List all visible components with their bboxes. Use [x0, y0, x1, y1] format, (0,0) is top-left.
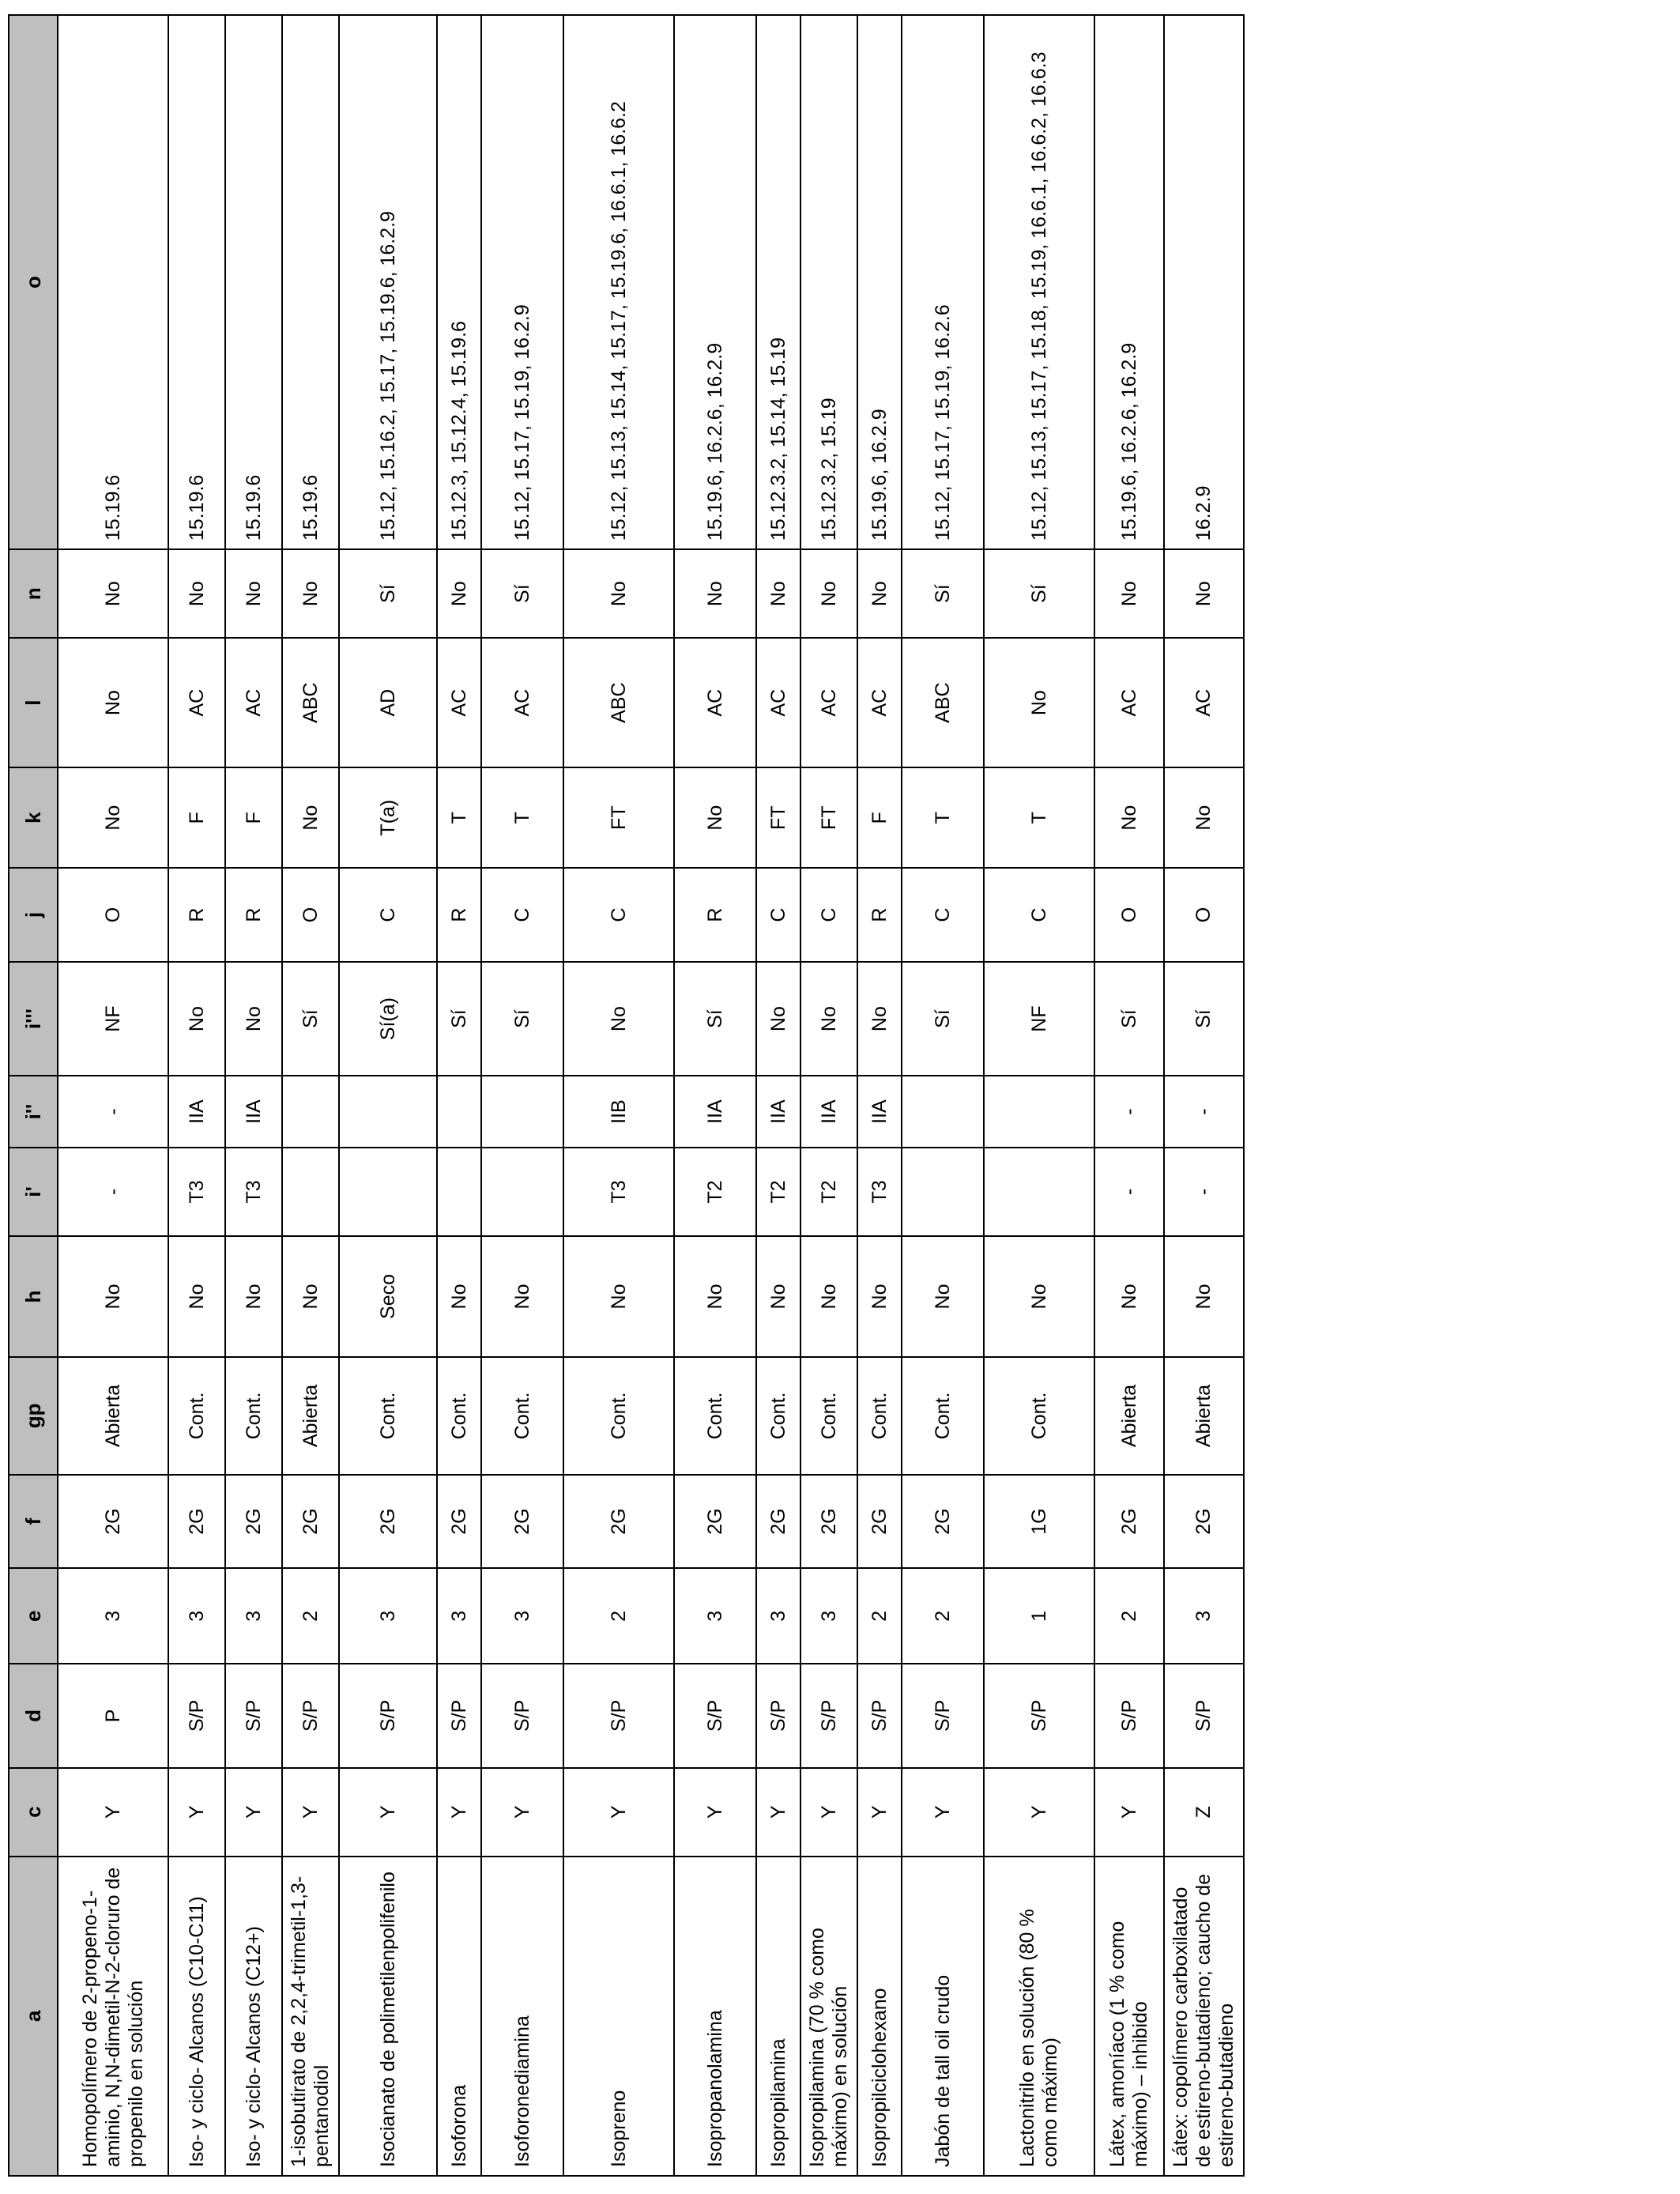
cell-h: No: [282, 1236, 339, 1357]
cell-h: No: [437, 1236, 481, 1357]
cell-a: Isopropilamina: [756, 1857, 800, 2176]
col-header-o: o: [9, 15, 58, 549]
cell-i2: -: [58, 1076, 168, 1148]
cell-i2: [437, 1076, 481, 1148]
col-header-f: f: [9, 1475, 58, 1569]
cell-f: 2G: [168, 1475, 225, 1569]
cell-f: 2G: [756, 1475, 800, 1569]
col-header-e: e: [9, 1568, 58, 1664]
table-row: [756, 15, 800, 2176]
cell-l: AC: [1164, 638, 1244, 767]
table-row: [674, 15, 756, 2176]
cell-j: C: [563, 868, 674, 962]
cell-a: 1-isobutirato de 2,2,4-trimetil-1,3-pentanodiol: [282, 1857, 339, 2176]
cell-h: No: [857, 1236, 902, 1357]
cell-e: 3: [58, 1568, 168, 1664]
cell-d: S/P: [984, 1664, 1094, 1768]
cell-c: Y: [902, 1768, 984, 1857]
col-header-i3: i''': [9, 962, 58, 1076]
cell-k: T: [437, 767, 481, 868]
cell-i3: No: [168, 962, 225, 1076]
cell-j: C: [756, 868, 800, 962]
cell-k: No: [282, 767, 339, 868]
cell-f: 2G: [225, 1475, 282, 1569]
cell-n: No: [58, 549, 168, 638]
cell-n: Sí: [984, 549, 1094, 638]
cell-j: R: [857, 868, 902, 962]
cell-i3: Sí: [1164, 962, 1244, 1076]
cell-o: 15.19.6: [168, 15, 225, 549]
cell-e: 3: [225, 1568, 282, 1664]
cell-gp: Cont.: [339, 1357, 437, 1475]
cell-i1: [902, 1148, 984, 1236]
cell-d: S/P: [902, 1664, 984, 1768]
cell-f: 2G: [800, 1475, 857, 1569]
cell-j: C: [800, 868, 857, 962]
cell-h: No: [1094, 1236, 1164, 1357]
cell-e: 3: [437, 1568, 481, 1664]
cell-e: 2: [563, 1568, 674, 1664]
cell-f: 2G: [902, 1475, 984, 1569]
cell-gp: Abierta: [1094, 1357, 1164, 1475]
cell-n: No: [282, 549, 339, 638]
cell-h: No: [756, 1236, 800, 1357]
cell-c: Y: [756, 1768, 800, 1857]
cell-h: No: [1164, 1236, 1244, 1357]
cell-a: Látex, amoníaco (1 % como máximo) – inhibido: [1094, 1857, 1164, 2176]
table-row: [902, 15, 984, 2176]
cell-n: Sí: [339, 549, 437, 638]
table-row: [225, 15, 282, 2176]
cell-c: Y: [168, 1768, 225, 1857]
cell-d: S/P: [168, 1664, 225, 1768]
cell-c: Y: [563, 1768, 674, 1857]
cell-k: T: [984, 767, 1094, 868]
cell-j: C: [984, 868, 1094, 962]
cell-gp: Cont.: [984, 1357, 1094, 1475]
cell-a: Isoforona: [437, 1857, 481, 2176]
col-header-gp: gp: [9, 1357, 58, 1475]
cell-i3: Sí: [282, 962, 339, 1076]
cell-o: 15.12.3, 15.12.4, 15.19.6: [437, 15, 481, 549]
cell-h: No: [225, 1236, 282, 1357]
cell-i3: Sí: [481, 962, 563, 1076]
cell-n: Sí: [902, 549, 984, 638]
cell-n: No: [1164, 549, 1244, 638]
cell-c: Y: [800, 1768, 857, 1857]
cell-d: P: [58, 1664, 168, 1768]
cell-d: S/P: [563, 1664, 674, 1768]
table-row: [563, 15, 674, 2176]
cell-c: Y: [225, 1768, 282, 1857]
cell-f: 2G: [1164, 1475, 1244, 1569]
cell-i1: -: [1094, 1148, 1164, 1236]
cell-a: Isocianato de polimetilenpolifenilo: [339, 1857, 437, 2176]
table-row: [1094, 15, 1164, 2176]
cell-k: T: [481, 767, 563, 868]
cell-i2: [902, 1076, 984, 1148]
cell-o: 15.12, 15.13, 15.14, 15.17, 15.19.6, 16.6.1, 16.6.2: [563, 15, 674, 549]
cell-i2: IIA: [674, 1076, 756, 1148]
cell-i1: T2: [674, 1148, 756, 1236]
cargo-table: [8, 14, 1245, 2177]
cell-i1: T3: [563, 1148, 674, 1236]
cell-i1: T3: [225, 1148, 282, 1236]
cell-c: Y: [674, 1768, 756, 1857]
cell-a: Jabón de tall oil crudo: [902, 1857, 984, 2176]
cell-e: 3: [756, 1568, 800, 1664]
table-row: [857, 15, 902, 2176]
cell-f: 2G: [339, 1475, 437, 1569]
cell-l: AD: [339, 638, 437, 767]
cell-k: No: [674, 767, 756, 868]
cell-o: 15.12, 15.16.2, 15.17, 15.19.6, 16.2.9: [339, 15, 437, 549]
cell-e: 3: [1164, 1568, 1244, 1664]
cell-a: Isopropilamina (70 % como máximo) en solución: [800, 1857, 857, 2176]
cell-o: 15.12.3.2, 15.14, 15.19: [756, 15, 800, 549]
table-row: [481, 15, 563, 2176]
cell-d: S/P: [756, 1664, 800, 1768]
col-header-k: k: [9, 767, 58, 868]
cell-l: AC: [756, 638, 800, 767]
cell-h: Seco: [339, 1236, 437, 1357]
col-header-l: l: [9, 638, 58, 767]
cell-a: Lactonitrilo en solución (80 % como máximo): [984, 1857, 1094, 2176]
cell-a: Isopropilciclohexano: [857, 1857, 902, 2176]
cell-j: R: [674, 868, 756, 962]
cell-c: Y: [1094, 1768, 1164, 1857]
cell-l: AC: [857, 638, 902, 767]
cell-k: T: [902, 767, 984, 868]
cell-d: S/P: [857, 1664, 902, 1768]
cell-l: ABC: [563, 638, 674, 767]
cell-d: S/P: [1094, 1664, 1164, 1768]
cell-j: R: [168, 868, 225, 962]
cell-n: Sí: [481, 549, 563, 638]
cell-i1: [984, 1148, 1094, 1236]
cell-h: No: [902, 1236, 984, 1357]
cell-i2: IIA: [800, 1076, 857, 1148]
cell-i2: IIA: [857, 1076, 902, 1148]
cell-i2: IIA: [168, 1076, 225, 1148]
cell-n: No: [168, 549, 225, 638]
cell-e: 2: [857, 1568, 902, 1664]
cell-i2: IIA: [756, 1076, 800, 1148]
cell-a: Isopreno: [563, 1857, 674, 2176]
cell-gp: Abierta: [58, 1357, 168, 1475]
cell-l: No: [58, 638, 168, 767]
cell-i3: Sí: [674, 962, 756, 1076]
cell-l: ABC: [902, 638, 984, 767]
cell-j: C: [902, 868, 984, 962]
cell-n: No: [857, 549, 902, 638]
col-header-d: d: [9, 1664, 58, 1768]
cell-a: Isopropanolamina: [674, 1857, 756, 2176]
cell-k: No: [1094, 767, 1164, 868]
cell-n: No: [563, 549, 674, 638]
cell-f: 2G: [674, 1475, 756, 1569]
cell-l: AC: [674, 638, 756, 767]
cell-a: Látex: copolímero carboxilatado de estireno-butadieno; caucho de estireno-butadieno: [1164, 1857, 1244, 2176]
table-row: [58, 15, 168, 2176]
cell-c: Z: [1164, 1768, 1244, 1857]
cell-d: S/P: [481, 1664, 563, 1768]
cell-l: ABC: [282, 638, 339, 767]
table-row: [168, 15, 225, 2176]
cell-i2: [984, 1076, 1094, 1148]
cell-j: R: [225, 868, 282, 962]
cell-o: 15.12.3.2, 15.19: [800, 15, 857, 549]
cell-k: F: [225, 767, 282, 868]
cell-e: 2: [282, 1568, 339, 1664]
cell-o: 15.19.6: [58, 15, 168, 549]
cell-gp: Cont.: [800, 1357, 857, 1475]
cell-i2: IIB: [563, 1076, 674, 1148]
cell-e: 3: [339, 1568, 437, 1664]
cell-a: Isoforonediamina: [481, 1857, 563, 2176]
cell-i1: T3: [168, 1148, 225, 1236]
cell-c: Y: [282, 1768, 339, 1857]
cell-gp: Abierta: [282, 1357, 339, 1475]
cell-k: FT: [563, 767, 674, 868]
cell-a: Homopolímero de 2-propeno-1-aminio, N,N-dimetil-N-2-cloruro de propenilo en solución: [58, 1857, 168, 2176]
cell-i1: T2: [756, 1148, 800, 1236]
col-header-n: n: [9, 549, 58, 638]
cell-d: S/P: [339, 1664, 437, 1768]
cell-k: No: [58, 767, 168, 868]
cell-j: O: [282, 868, 339, 962]
cell-c: Y: [857, 1768, 902, 1857]
table-row: [984, 15, 1094, 2176]
cell-l: AC: [225, 638, 282, 767]
table-row: [1164, 15, 1244, 2176]
cell-i1: [282, 1148, 339, 1236]
cell-l: AC: [168, 638, 225, 767]
cell-f: 2G: [282, 1475, 339, 1569]
cell-f: 2G: [563, 1475, 674, 1569]
cell-i1: -: [1164, 1148, 1244, 1236]
cell-k: FT: [756, 767, 800, 868]
table-row: [437, 15, 481, 2176]
cell-e: 3: [800, 1568, 857, 1664]
cell-d: S/P: [225, 1664, 282, 1768]
cell-d: S/P: [1164, 1664, 1244, 1768]
cell-e: 1: [984, 1568, 1094, 1664]
cell-i3: NF: [984, 962, 1094, 1076]
cell-gp: Cont.: [902, 1357, 984, 1475]
cell-d: S/P: [800, 1664, 857, 1768]
cell-k: No: [1164, 767, 1244, 868]
cell-h: No: [58, 1236, 168, 1357]
cell-i3: No: [800, 962, 857, 1076]
cell-i2: -: [1094, 1076, 1164, 1148]
cell-i1: T2: [800, 1148, 857, 1236]
cell-l: AC: [481, 638, 563, 767]
col-header-h: h: [9, 1236, 58, 1357]
cell-gp: Cont.: [563, 1357, 674, 1475]
cell-f: 2G: [58, 1475, 168, 1569]
cell-i1: [437, 1148, 481, 1236]
cell-l: AC: [800, 638, 857, 767]
cell-a: Iso- y ciclo- Alcanos (C10-C11): [168, 1857, 225, 2176]
cell-j: O: [1164, 868, 1244, 962]
cell-l: AC: [437, 638, 481, 767]
cell-l: No: [984, 638, 1094, 767]
cell-j: O: [58, 868, 168, 962]
cell-n: No: [800, 549, 857, 638]
cell-o: 15.19.6, 16.2.9: [857, 15, 902, 549]
cell-i3: Sí: [437, 962, 481, 1076]
cell-o: 15.19.6, 16.2.6, 16.2.9: [1094, 15, 1164, 549]
cell-i3: No: [225, 962, 282, 1076]
cell-f: 2G: [481, 1475, 563, 1569]
cell-o: 15.12, 15.17, 15.19, 16.2.6: [902, 15, 984, 549]
cell-n: No: [756, 549, 800, 638]
col-header-a: a: [9, 1857, 58, 2176]
cell-e: 2: [1094, 1568, 1164, 1664]
cell-i2: -: [1164, 1076, 1244, 1148]
cell-gp: Cont.: [437, 1357, 481, 1475]
cell-i3: No: [857, 962, 902, 1076]
cell-e: 2: [902, 1568, 984, 1664]
cell-i3: Sí(a): [339, 962, 437, 1076]
cell-c: Y: [58, 1768, 168, 1857]
col-header-j: j: [9, 868, 58, 962]
cell-i2: IIA: [225, 1076, 282, 1148]
cell-f: 2G: [437, 1475, 481, 1569]
cell-l: AC: [1094, 638, 1164, 767]
cell-j: R: [437, 868, 481, 962]
col-header-i2: i'': [9, 1076, 58, 1148]
col-header-i1: i': [9, 1148, 58, 1236]
cell-o: 15.12, 15.17, 15.19, 16.2.9: [481, 15, 563, 549]
cell-f: 1G: [984, 1475, 1094, 1569]
cell-i1: T3: [857, 1148, 902, 1236]
cell-gp: Cont.: [674, 1357, 756, 1475]
cell-c: Y: [984, 1768, 1094, 1857]
cell-a: Iso- y ciclo- Alcanos (C12+): [225, 1857, 282, 2176]
cell-gp: Cont.: [857, 1357, 902, 1475]
cell-o: 15.19.6: [282, 15, 339, 549]
cell-h: No: [984, 1236, 1094, 1357]
header-row: [9, 15, 58, 2176]
cell-k: F: [168, 767, 225, 868]
col-header-c: c: [9, 1768, 58, 1857]
cell-k: FT: [800, 767, 857, 868]
cell-i2: [282, 1076, 339, 1148]
cell-f: 2G: [1094, 1475, 1164, 1569]
cell-i2: [481, 1076, 563, 1148]
cell-i3: NF: [58, 962, 168, 1076]
cell-j: C: [481, 868, 563, 962]
cell-d: S/P: [437, 1664, 481, 1768]
cell-e: 3: [674, 1568, 756, 1664]
table-row: [339, 15, 437, 2176]
cell-c: Y: [481, 1768, 563, 1857]
cell-i2: [339, 1076, 437, 1148]
cell-d: S/P: [282, 1664, 339, 1768]
table-row: [800, 15, 857, 2176]
cell-d: S/P: [674, 1664, 756, 1768]
cell-gp: Abierta: [1164, 1357, 1244, 1475]
cell-j: C: [339, 868, 437, 962]
cell-n: No: [225, 549, 282, 638]
cell-f: 2G: [857, 1475, 902, 1569]
cell-gp: Cont.: [168, 1357, 225, 1475]
cell-i3: No: [756, 962, 800, 1076]
cell-h: No: [800, 1236, 857, 1357]
cell-h: No: [168, 1236, 225, 1357]
cell-gp: Cont.: [756, 1357, 800, 1475]
cell-h: No: [674, 1236, 756, 1357]
cell-e: 3: [168, 1568, 225, 1664]
cell-o: 15.19.6, 16.2.6, 16.2.9: [674, 15, 756, 549]
cell-k: T(a): [339, 767, 437, 868]
cell-n: No: [1094, 549, 1164, 638]
cell-h: No: [563, 1236, 674, 1357]
cell-k: F: [857, 767, 902, 868]
cell-gp: Cont.: [481, 1357, 563, 1475]
cell-o: 15.19.6: [225, 15, 282, 549]
cell-i3: Sí: [902, 962, 984, 1076]
cell-o: 16.2.9: [1164, 15, 1244, 549]
cell-j: O: [1094, 868, 1164, 962]
cell-i3: No: [563, 962, 674, 1076]
cell-n: No: [437, 549, 481, 638]
cell-o: 15.12, 15.13, 15.17, 15.18, 15.19, 16.6.1, 16.6.2, 16.6.3: [984, 15, 1094, 549]
table-row: [282, 15, 339, 2176]
cell-gp: Cont.: [225, 1357, 282, 1475]
cell-c: Y: [437, 1768, 481, 1857]
cell-e: 3: [481, 1568, 563, 1664]
cell-i1: [481, 1148, 563, 1236]
cell-i1: -: [58, 1148, 168, 1236]
cell-i1: [339, 1148, 437, 1236]
cell-n: No: [674, 549, 756, 638]
cell-c: Y: [339, 1768, 437, 1857]
cell-i3: Sí: [1094, 962, 1164, 1076]
cell-h: No: [481, 1236, 563, 1357]
